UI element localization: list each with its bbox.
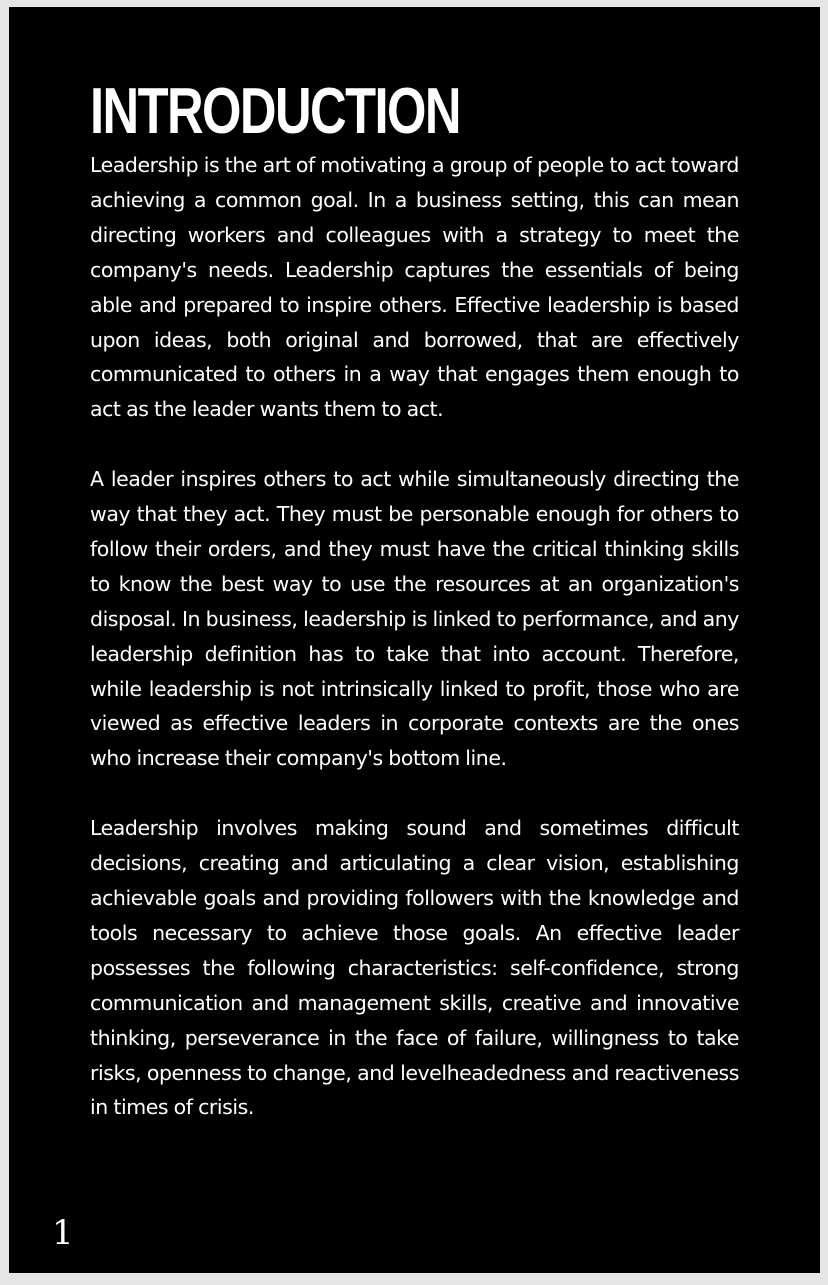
body-text <box>90 148 739 1125</box>
paragraph: A leader inspires others to act while simultaneously directing the way that they act. They must be personable enough for others to follow their orders, and they must have the critical thinking skills to know the best way to use the resources at an organization's disposal. In business, leadership is linked to performance, and any leadership definition has to take that into account. Therefore, while leadership is not intrinsically linked to profit, those who are viewed as effective leaders in corporate contexts are the ones who increase their company's bottom line. <box>90 467 739 771</box>
page-number: 1 <box>52 1213 74 1253</box>
paragraph: Leadership is the art of motivating a group of people to act toward achieving a common goal. In a business setting, this can mean directing workers and colleagues with a strategy to meet the company's needs. Leadership captures the essentials of being able and prepared to inspire others. Effective leadership is based upon ideas, both original and borrowed, that are effectively communicated to others in a way that engages them enough to act as the leader wants them to act. <box>90 153 739 422</box>
document-page <box>9 7 820 1273</box>
paragraph: Leadership involves making sound and sometimes difficult decisions, creating and articulating a clear vision, establishing achievable goals and providing followers with the knowledge and tools necessary to achieve those goals. An effective leader possesses the following characteristics: self-confidence, strong communication and management skills, creative and innovative thinking, perseverance in the face of failure, willingness to take risks, openness to change, and levelheadedness and reactiveness in times of crisis. <box>90 816 739 1120</box>
page-title: INTRODUCTION <box>90 74 460 147</box>
